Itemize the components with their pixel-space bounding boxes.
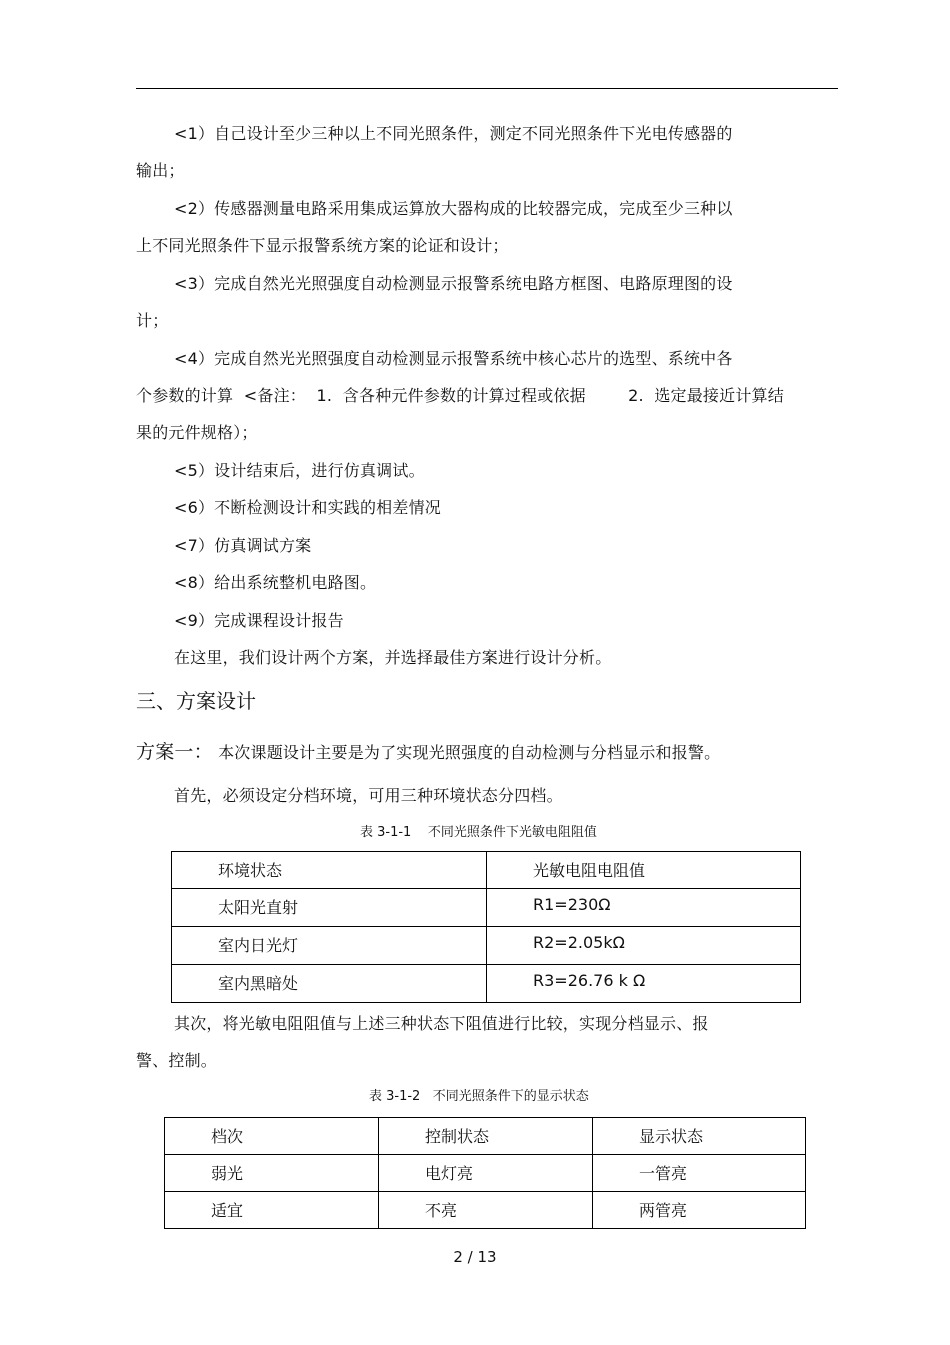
table1-cell: R1=230Ω [533, 895, 611, 914]
comparison-paragraph-line-2: 警、控制。 [136, 1051, 218, 1070]
section-heading: 三、方案设计 [136, 689, 256, 713]
requirement-4-line-3: 果的元件规格）； [136, 423, 258, 442]
table1-cell: 室内日光灯 [218, 936, 299, 955]
requirement-5: <5）设计结束后，进行仿真调试。 [174, 461, 425, 480]
table1-row [172, 965, 801, 1003]
table1-cell: R2=2.05kΩ [533, 933, 625, 952]
scheme-label: 方案一： [136, 741, 213, 763]
table-display-state [164, 1117, 806, 1229]
table2-cell: 弱光 [211, 1164, 244, 1183]
table2-caption: 表 3-1-2 不同光照条件下的显示状态 [369, 1089, 589, 1104]
requirement-1-line-2: 输出； [136, 161, 185, 180]
table1-header-cell: 环境状态 [218, 861, 283, 880]
table2-cell: 不亮 [425, 1201, 458, 1220]
requirement-2-line-2: 上不同光照条件下显示报警系统方案的论证和设计； [136, 236, 509, 255]
table1-cell: 室内黑暗处 [218, 974, 299, 993]
table2-cell: 一管亮 [639, 1164, 688, 1183]
table1-cell: 太阳光直射 [218, 898, 299, 917]
table2-cell: 适宜 [211, 1201, 244, 1220]
table2-row [165, 1155, 806, 1192]
table-resistance [171, 851, 801, 1003]
table2-cell: 电灯亮 [425, 1164, 474, 1183]
table2-cell: 两管亮 [639, 1201, 688, 1220]
requirement-7: <7）仿真调试方案 [174, 536, 312, 555]
comparison-paragraph-line-1: 其次，将光敏电阻阻值与上述三种状态下阻值进行比较，实现分档显示、报 [174, 1014, 709, 1033]
scheme-line [136, 742, 720, 763]
table1-row [172, 889, 801, 927]
requirement-1-line-1: <1）自己设计至少三种以上不同光照条件，测定不同光照条件下光电传感器的 [174, 124, 733, 143]
scheme-text: 本次课题设计主要是为了实现光照强度的自动检测与分档显示和报警。 [218, 743, 721, 762]
table2-header-row [165, 1118, 806, 1155]
requirement-8: <8）给出系统整机电路图。 [174, 573, 377, 592]
page-number: 2 / 13 [453, 1248, 497, 1266]
table1-header-cell: 光敏电阻电阻值 [533, 861, 646, 880]
requirement-9: <9）完成课程设计报告 [174, 611, 344, 630]
table1-header-row [172, 852, 801, 889]
intro-paragraph: 在这里，我们设计两个方案，并选择最佳方案进行设计分析。 [174, 648, 612, 667]
header-rule [136, 88, 838, 89]
requirement-3-line-2: 计； [136, 311, 169, 330]
table2-header-cell: 档次 [211, 1127, 244, 1146]
table1-row [172, 927, 801, 965]
table2-header-cell: 显示状态 [639, 1127, 704, 1146]
first-step-paragraph: 首先，必须设定分档环境，可用三种环境状态分四档。 [174, 786, 563, 805]
requirement-2-line-1: <2）传感器测量电路采用集成运算放大器构成的比较器完成，完成至少三种以 [174, 199, 733, 218]
requirement-3-line-1: <3）完成自然光光照强度自动检测显示报警系统电路方框图、电路原理图的设 [174, 274, 733, 293]
requirement-6: <6）不断检测设计和实践的相差情况 [174, 498, 441, 517]
requirement-4-line-1: <4）完成自然光光照强度自动检测显示报警系统中核心芯片的选型、系统中各 [174, 349, 733, 368]
table2-header-cell: 控制状态 [425, 1127, 490, 1146]
requirement-4-line-2: 个参数的计算 <备注： 1. 含各种元件参数的计算过程或依据 2. 选定最接近计算结 [136, 386, 784, 405]
table2-row [165, 1192, 806, 1229]
table1-cell: R3=26.76 k Ω [533, 971, 646, 990]
table1-caption: 表 3-1-1 不同光照条件下光敏电阻阻值 [360, 825, 597, 840]
